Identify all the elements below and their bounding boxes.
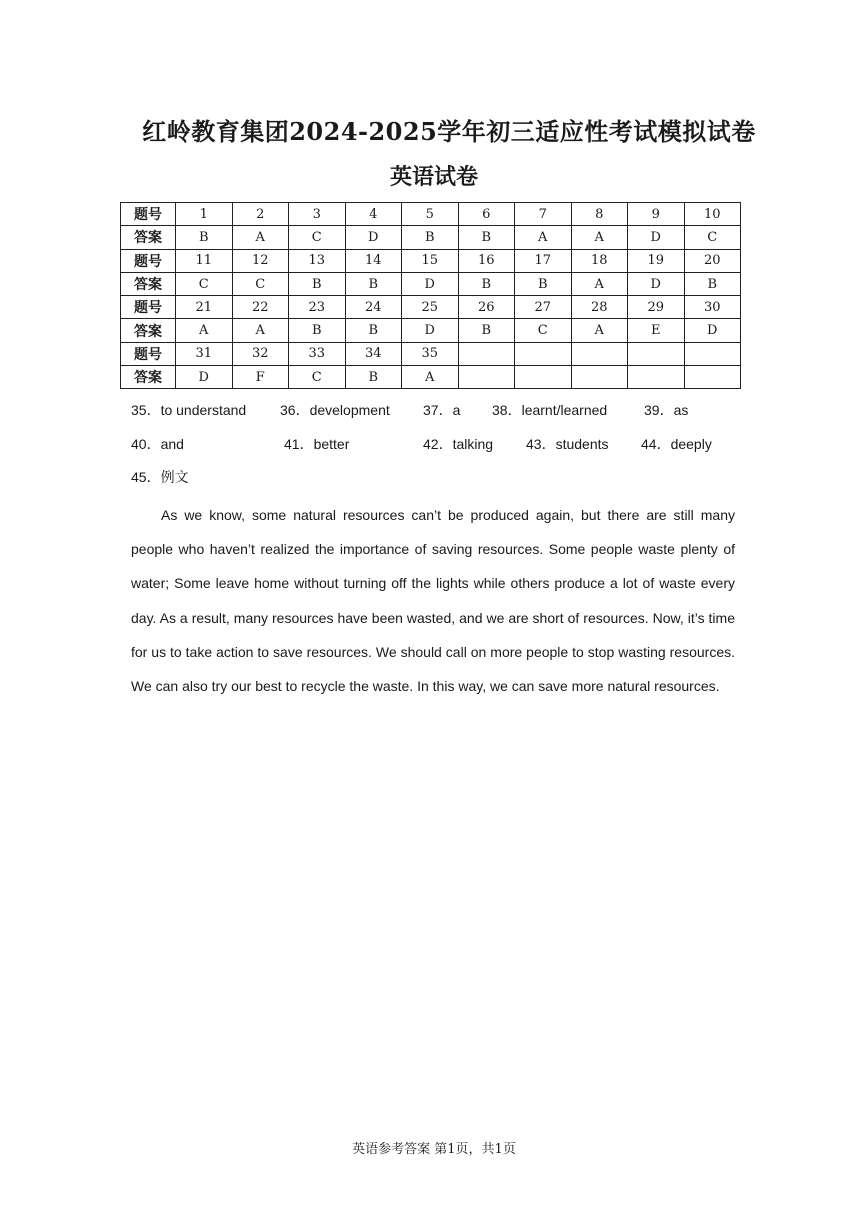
answer-cell: D	[402, 319, 459, 342]
essay-text: As we know, some natural resources can’t be produced again, but there are still many people who haven’t realized the importance of saving resources. Some people waste plenty of water; Some leave home without turning off the lights while others produce a lot of waste every day. As a result, many resources have been wasted, and we are short of resources. Now, it’s time for us to take action to save resources. We should call on more people to stop wasting resources. We can also try our best to recycle the waste. In this way, we can save more natural resources.	[131, 507, 735, 695]
answer-header: 答案	[121, 366, 176, 389]
answer-cell: F	[232, 366, 289, 389]
question-number-cell: 4	[345, 203, 402, 226]
question-number-cell: 14	[345, 249, 402, 272]
answer-cell: A	[176, 319, 233, 342]
question-number-cell: 2	[232, 203, 289, 226]
answer-row	[121, 366, 741, 389]
question-number-cell: 19	[628, 249, 685, 272]
fill-in-item: 43．students	[526, 436, 609, 452]
question-number-cell: 3	[289, 203, 346, 226]
answer-cell: A	[571, 319, 628, 342]
answer-cell: B	[176, 226, 233, 249]
question-number-cell: 23	[289, 296, 346, 319]
answer-cell: A	[232, 226, 289, 249]
answer-cell: A	[571, 226, 628, 249]
question-number-cell: 21	[176, 296, 233, 319]
answer-cell: B	[289, 272, 346, 295]
answer-cell: D	[628, 226, 685, 249]
question-number-cell	[458, 342, 515, 365]
number-row	[121, 249, 741, 272]
question-number-cell: 30	[684, 296, 741, 319]
answer-cell: C	[515, 319, 572, 342]
fill-in-item: 44．deeply	[641, 436, 712, 452]
answer-cell: C	[176, 272, 233, 295]
fill-in-item: 37．a	[423, 402, 461, 418]
question-number-cell: 31	[176, 342, 233, 365]
number-row	[121, 342, 741, 365]
answer-cell: B	[458, 226, 515, 249]
answer-cell: B	[345, 272, 402, 295]
question-number-cell: 5	[402, 203, 459, 226]
page-footer: 英语参考答案 第1页，共1页	[352, 1142, 516, 1157]
question-number-cell: 28	[571, 296, 628, 319]
question-number-cell	[684, 342, 741, 365]
answer-cell: A	[232, 319, 289, 342]
question-number-cell: 6	[458, 203, 515, 226]
answer-cell: B	[458, 319, 515, 342]
answer-cell: C	[232, 272, 289, 295]
answer-row	[121, 226, 741, 249]
answer-cell: B	[345, 366, 402, 389]
question-number-cell: 13	[289, 249, 346, 272]
question-number-cell: 9	[628, 203, 685, 226]
question-number-cell: 35	[402, 342, 459, 365]
answer-cell: B	[289, 319, 346, 342]
question-number-cell: 17	[515, 249, 572, 272]
number-header: 题号	[121, 342, 176, 365]
answer-cell: E	[628, 319, 685, 342]
answer-cell: C	[684, 226, 741, 249]
answer-cell	[571, 366, 628, 389]
answer-cell: B	[402, 226, 459, 249]
answer-header: 答案	[121, 272, 176, 295]
answer-cell: A	[402, 366, 459, 389]
question-number-cell: 24	[345, 296, 402, 319]
question-number-cell: 15	[402, 249, 459, 272]
answer-cell: D	[176, 366, 233, 389]
fill-in-item: 36．development	[280, 402, 390, 418]
fill-in-item: 41．better	[284, 436, 350, 452]
question-number-cell: 11	[176, 249, 233, 272]
answer-cell: C	[289, 366, 346, 389]
question-number-cell: 7	[515, 203, 572, 226]
question-number-cell: 12	[232, 249, 289, 272]
question-number-cell: 32	[232, 342, 289, 365]
fill-in-item: 40．and	[131, 436, 184, 452]
answer-row	[121, 319, 741, 342]
essay-label: 45．例文	[131, 469, 189, 485]
answer-cell: B	[345, 319, 402, 342]
fill-in-item: 39．as	[644, 402, 689, 418]
question-number-cell: 16	[458, 249, 515, 272]
question-number-cell: 29	[628, 296, 685, 319]
answer-cell: D	[402, 272, 459, 295]
page-title: 红岭教育集团2024-2025学年初三适应性考试模拟试卷	[142, 117, 756, 146]
question-number-cell	[628, 342, 685, 365]
answer-cell	[628, 366, 685, 389]
number-row	[121, 203, 741, 226]
answer-cell: B	[458, 272, 515, 295]
fill-in-item: 35．to understand	[131, 402, 247, 418]
question-number-cell	[515, 342, 572, 365]
answer-header: 答案	[121, 319, 176, 342]
answer-cell	[458, 366, 515, 389]
number-row	[121, 296, 741, 319]
question-number-cell: 10	[684, 203, 741, 226]
answer-header: 答案	[121, 226, 176, 249]
page-subtitle: 英语试卷	[389, 164, 478, 190]
answer-cell: A	[515, 226, 572, 249]
question-number-cell: 22	[232, 296, 289, 319]
question-number-cell: 34	[345, 342, 402, 365]
question-number-cell: 27	[515, 296, 572, 319]
question-number-cell	[571, 342, 628, 365]
fill-in-item: 42．talking	[423, 436, 494, 452]
question-number-cell: 25	[402, 296, 459, 319]
answer-table	[120, 202, 741, 389]
fill-in-item: 38．learnt/learned	[492, 402, 608, 418]
question-number-cell: 18	[571, 249, 628, 272]
answer-cell: B	[684, 272, 741, 295]
question-number-cell: 20	[684, 249, 741, 272]
answer-cell: D	[345, 226, 402, 249]
answer-cell: D	[628, 272, 685, 295]
question-number-cell: 33	[289, 342, 346, 365]
question-number-cell: 8	[571, 203, 628, 226]
answer-cell: A	[571, 272, 628, 295]
answer-cell: D	[684, 319, 741, 342]
answer-row	[121, 272, 741, 295]
answer-cell	[684, 366, 741, 389]
answer-cell: C	[289, 226, 346, 249]
number-header: 题号	[121, 296, 176, 319]
question-number-cell: 1	[176, 203, 233, 226]
number-header: 题号	[121, 249, 176, 272]
answer-cell	[515, 366, 572, 389]
answer-cell: B	[515, 272, 572, 295]
number-header: 题号	[121, 203, 176, 226]
question-number-cell: 26	[458, 296, 515, 319]
